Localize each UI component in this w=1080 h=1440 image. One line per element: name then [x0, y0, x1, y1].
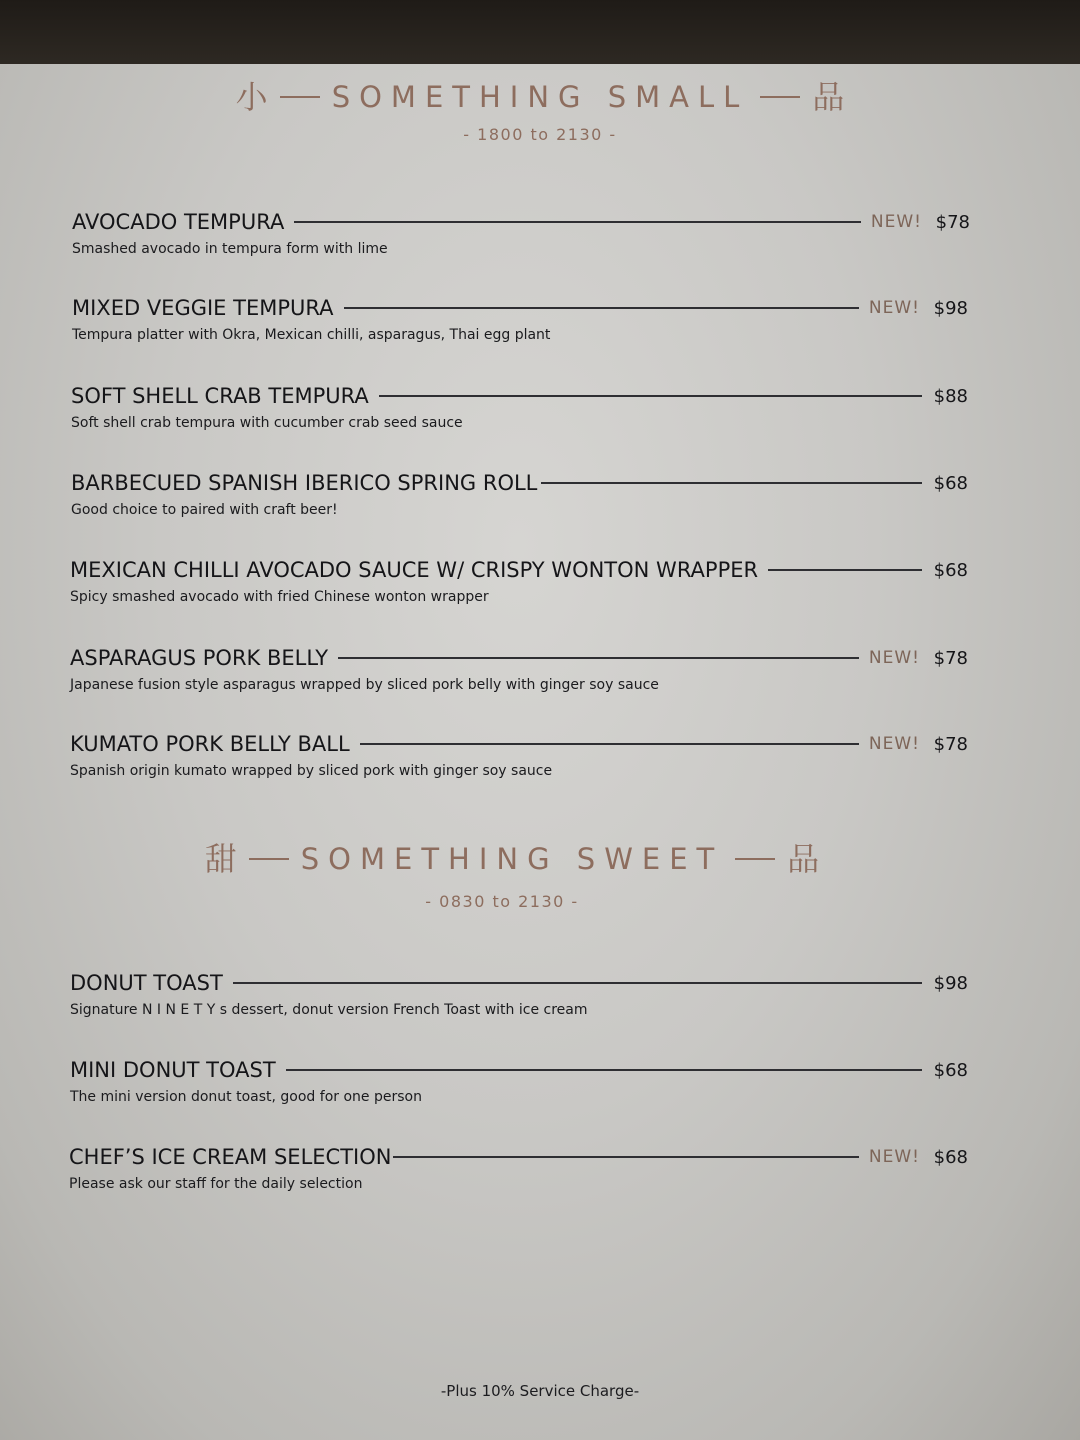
item-price: $98	[933, 972, 968, 994]
section-header-sweet	[0, 842, 1052, 876]
divider-dash	[760, 96, 800, 98]
menu-item	[70, 556, 968, 616]
section-title: SOMETHING SWEET	[300, 842, 724, 876]
leader-line	[768, 569, 922, 570]
item-description: Spicy smashed avocado with fried Chinese wonton wrapper	[70, 589, 489, 605]
item-price: $78	[935, 211, 970, 233]
item-name: BARBECUED SPANISH IBERICO SPRING ROLL	[71, 471, 538, 495]
leader-line	[379, 395, 922, 396]
leader-line	[233, 982, 922, 983]
menu-item	[70, 644, 968, 704]
menu-item	[71, 382, 968, 442]
item-price: $78	[933, 647, 968, 669]
menu-page	[0, 64, 1080, 1440]
item-price: $68	[933, 472, 968, 494]
leader-line	[360, 743, 859, 744]
leader-line	[344, 307, 859, 308]
section-title: SOMETHING SMALL	[331, 80, 749, 114]
item-name: MEXICAN CHILLI AVOCADO SAUCE W/ CRISPY WONTON WRAPPER	[70, 558, 759, 582]
item-description: Spanish origin kumato wrapped by sliced pork with ginger soy sauce	[70, 763, 553, 779]
menu-item	[70, 730, 968, 790]
item-description: Signature N I N E T Y s dessert, donut version French Toast with ice cream	[70, 1002, 588, 1018]
menu-item	[72, 208, 970, 268]
divider-dash	[280, 96, 320, 98]
item-price: $68	[933, 559, 968, 581]
item-name: MIXED VEGGIE TEMPURA	[72, 296, 334, 320]
item-name: DONUT TOAST	[70, 971, 223, 995]
service-charge-note: -Plus 10% Service Charge-	[440, 1382, 640, 1400]
new-badge: NEW!	[868, 298, 920, 318]
item-price: $88	[933, 385, 968, 407]
divider-dash	[735, 858, 775, 860]
item-name: CHEF’S ICE CREAM SELECTION	[69, 1145, 392, 1169]
menu-item	[69, 1143, 968, 1203]
menu-item	[72, 294, 968, 354]
new-badge: NEW!	[868, 734, 920, 754]
leader-line	[294, 221, 861, 222]
item-description: Soft shell crab tempura with cucumber crab seed sauce	[71, 415, 463, 431]
item-name: ASPARAGUS PORK BELLY	[70, 646, 329, 670]
item-price: $68	[933, 1146, 968, 1168]
menu-item	[70, 969, 968, 1029]
item-description: Smashed avocado in tempura form with lime	[72, 241, 388, 257]
item-name: AVOCADO TEMPURA	[72, 210, 285, 234]
divider-dash	[249, 858, 289, 860]
leader-line	[286, 1069, 922, 1070]
leader-line	[338, 657, 859, 658]
section-char-left: 甜	[204, 840, 237, 878]
section-header-small	[0, 80, 1080, 114]
item-name: SOFT SHELL CRAB TEMPURA	[71, 384, 369, 408]
section-char-right: 品	[812, 78, 845, 116]
leader-line	[393, 1156, 858, 1157]
item-description: Tempura platter with Okra, Mexican chilli, asparagus, Thai egg plant	[72, 327, 551, 343]
new-badge: NEW!	[870, 212, 922, 232]
item-price: $98	[933, 297, 968, 319]
item-description: The mini version donut toast, good for one person	[70, 1089, 422, 1105]
item-name: KUMATO PORK BELLY BALL	[70, 732, 350, 756]
section-hours: - 0830 to 2130 -	[425, 892, 579, 911]
item-name: MINI DONUT TOAST	[70, 1058, 276, 1082]
menu-item	[71, 469, 968, 529]
item-description: Please ask our staff for the daily selection	[69, 1176, 363, 1192]
new-badge: NEW!	[868, 1147, 920, 1167]
menu-item	[70, 1056, 968, 1116]
section-hours: - 1800 to 2130 -	[463, 125, 617, 144]
dark-background-strip	[0, 0, 1080, 66]
item-price: $78	[933, 733, 968, 755]
new-badge: NEW!	[868, 648, 920, 668]
item-price: $68	[933, 1059, 968, 1081]
section-char-left: 小	[235, 78, 268, 116]
item-description: Good choice to paired with craft beer!	[71, 502, 338, 518]
leader-line	[541, 482, 922, 483]
section-char-right: 品	[787, 840, 820, 878]
item-description: Japanese fusion style asparagus wrapped by sliced pork belly with ginger soy sauce	[70, 677, 659, 693]
